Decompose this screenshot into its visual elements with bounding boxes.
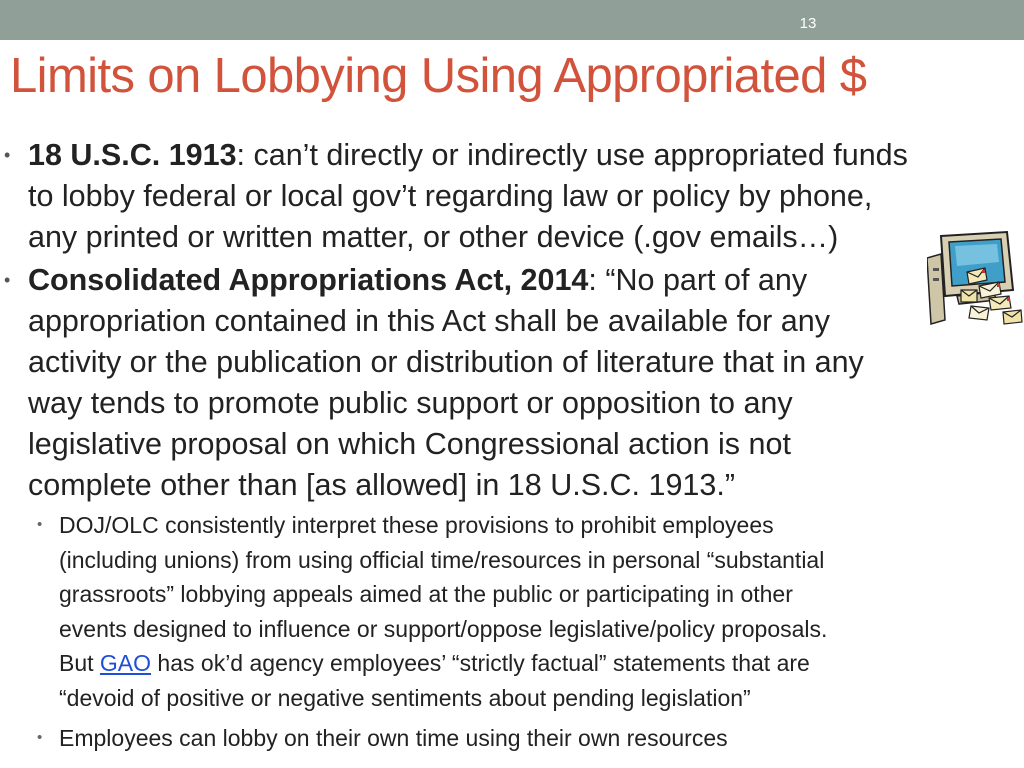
sub-bullet-dot-icon: • xyxy=(37,729,43,746)
sub-bullet-line: (including unions) from using official time/resources in personal “substantial xyxy=(59,546,825,573)
sub-bullet-line: grassroots” lobbying appeals aimed at the public or participating in other xyxy=(59,581,793,607)
computer-mail-clipart-icon xyxy=(927,228,1023,326)
bullet-dot-icon: • xyxy=(4,145,11,165)
sub-bullet-own-time xyxy=(0,721,1024,756)
bullet-text xyxy=(28,135,1016,258)
sub-bullet-line: “devoid of positive or negative sentiments about pending legislation” xyxy=(59,684,751,711)
bullet-line-text: : can’t directly or indirectly use appropriated funds xyxy=(236,138,908,172)
sub-bullet-line: events designed to influence or support/oppose legislative/policy proposals. xyxy=(59,615,828,642)
bullet-line xyxy=(28,260,1016,301)
sub-bullet-line: DOJ/OLC consistently interpret these provisions to prohibit employees xyxy=(59,512,774,538)
slide-number: 13 xyxy=(799,15,817,32)
bullet-bold-label: 18 U.S.C. 1913 xyxy=(28,138,237,172)
slide-title: Limits on Lobbying Using Appropriated $ xyxy=(10,49,867,103)
sub-bullet-line xyxy=(59,646,1016,681)
gao-link[interactable]: GAO xyxy=(99,650,152,676)
bullet-dot-icon: • xyxy=(4,270,11,290)
top-bar xyxy=(0,0,1024,40)
sub-bullet-doj-olc xyxy=(0,508,1024,715)
bullet-consolidated-appropriations-act xyxy=(0,260,1024,506)
bullet-18-usc-1913 xyxy=(0,135,1024,258)
sub-bullet-text xyxy=(59,721,1016,756)
bullet-line: way tends to promote public support or opposition to any xyxy=(28,386,793,420)
bullet-text xyxy=(28,260,1016,506)
bullet-line xyxy=(28,135,1016,176)
bullet-line-text: : “No part of any xyxy=(588,263,808,297)
bullet-line: legislative proposal on which Congressional action is not xyxy=(28,427,791,461)
bullet-line: any printed or written matter, or other device (.gov emails…) xyxy=(28,220,839,254)
bullet-line: activity or the publication or distribution of literature that in any xyxy=(28,345,864,379)
bullet-bold-label: Consolidated Appropriations Act, 2014 xyxy=(28,263,589,297)
sub-bullet-text xyxy=(59,508,1016,715)
bullet-line: appropriation contained in this Act shall be available for any xyxy=(28,304,830,338)
sub-bullet-dot-icon: • xyxy=(37,516,43,533)
sub-bullet-line-text: has ok’d agency employees’ “strictly factual” statements that are xyxy=(151,650,810,676)
bullet-line: complete other than [as allowed] in 18 U.S.C. 1913.” xyxy=(28,468,735,502)
bullet-line: to lobby federal or local gov’t regarding law or policy by phone, xyxy=(28,179,873,213)
sub-bullet-line-text: But xyxy=(59,650,100,676)
slide-content xyxy=(0,135,1024,756)
sub-bullet-line: Employees can lobby on their own time using their own resources xyxy=(59,725,728,751)
